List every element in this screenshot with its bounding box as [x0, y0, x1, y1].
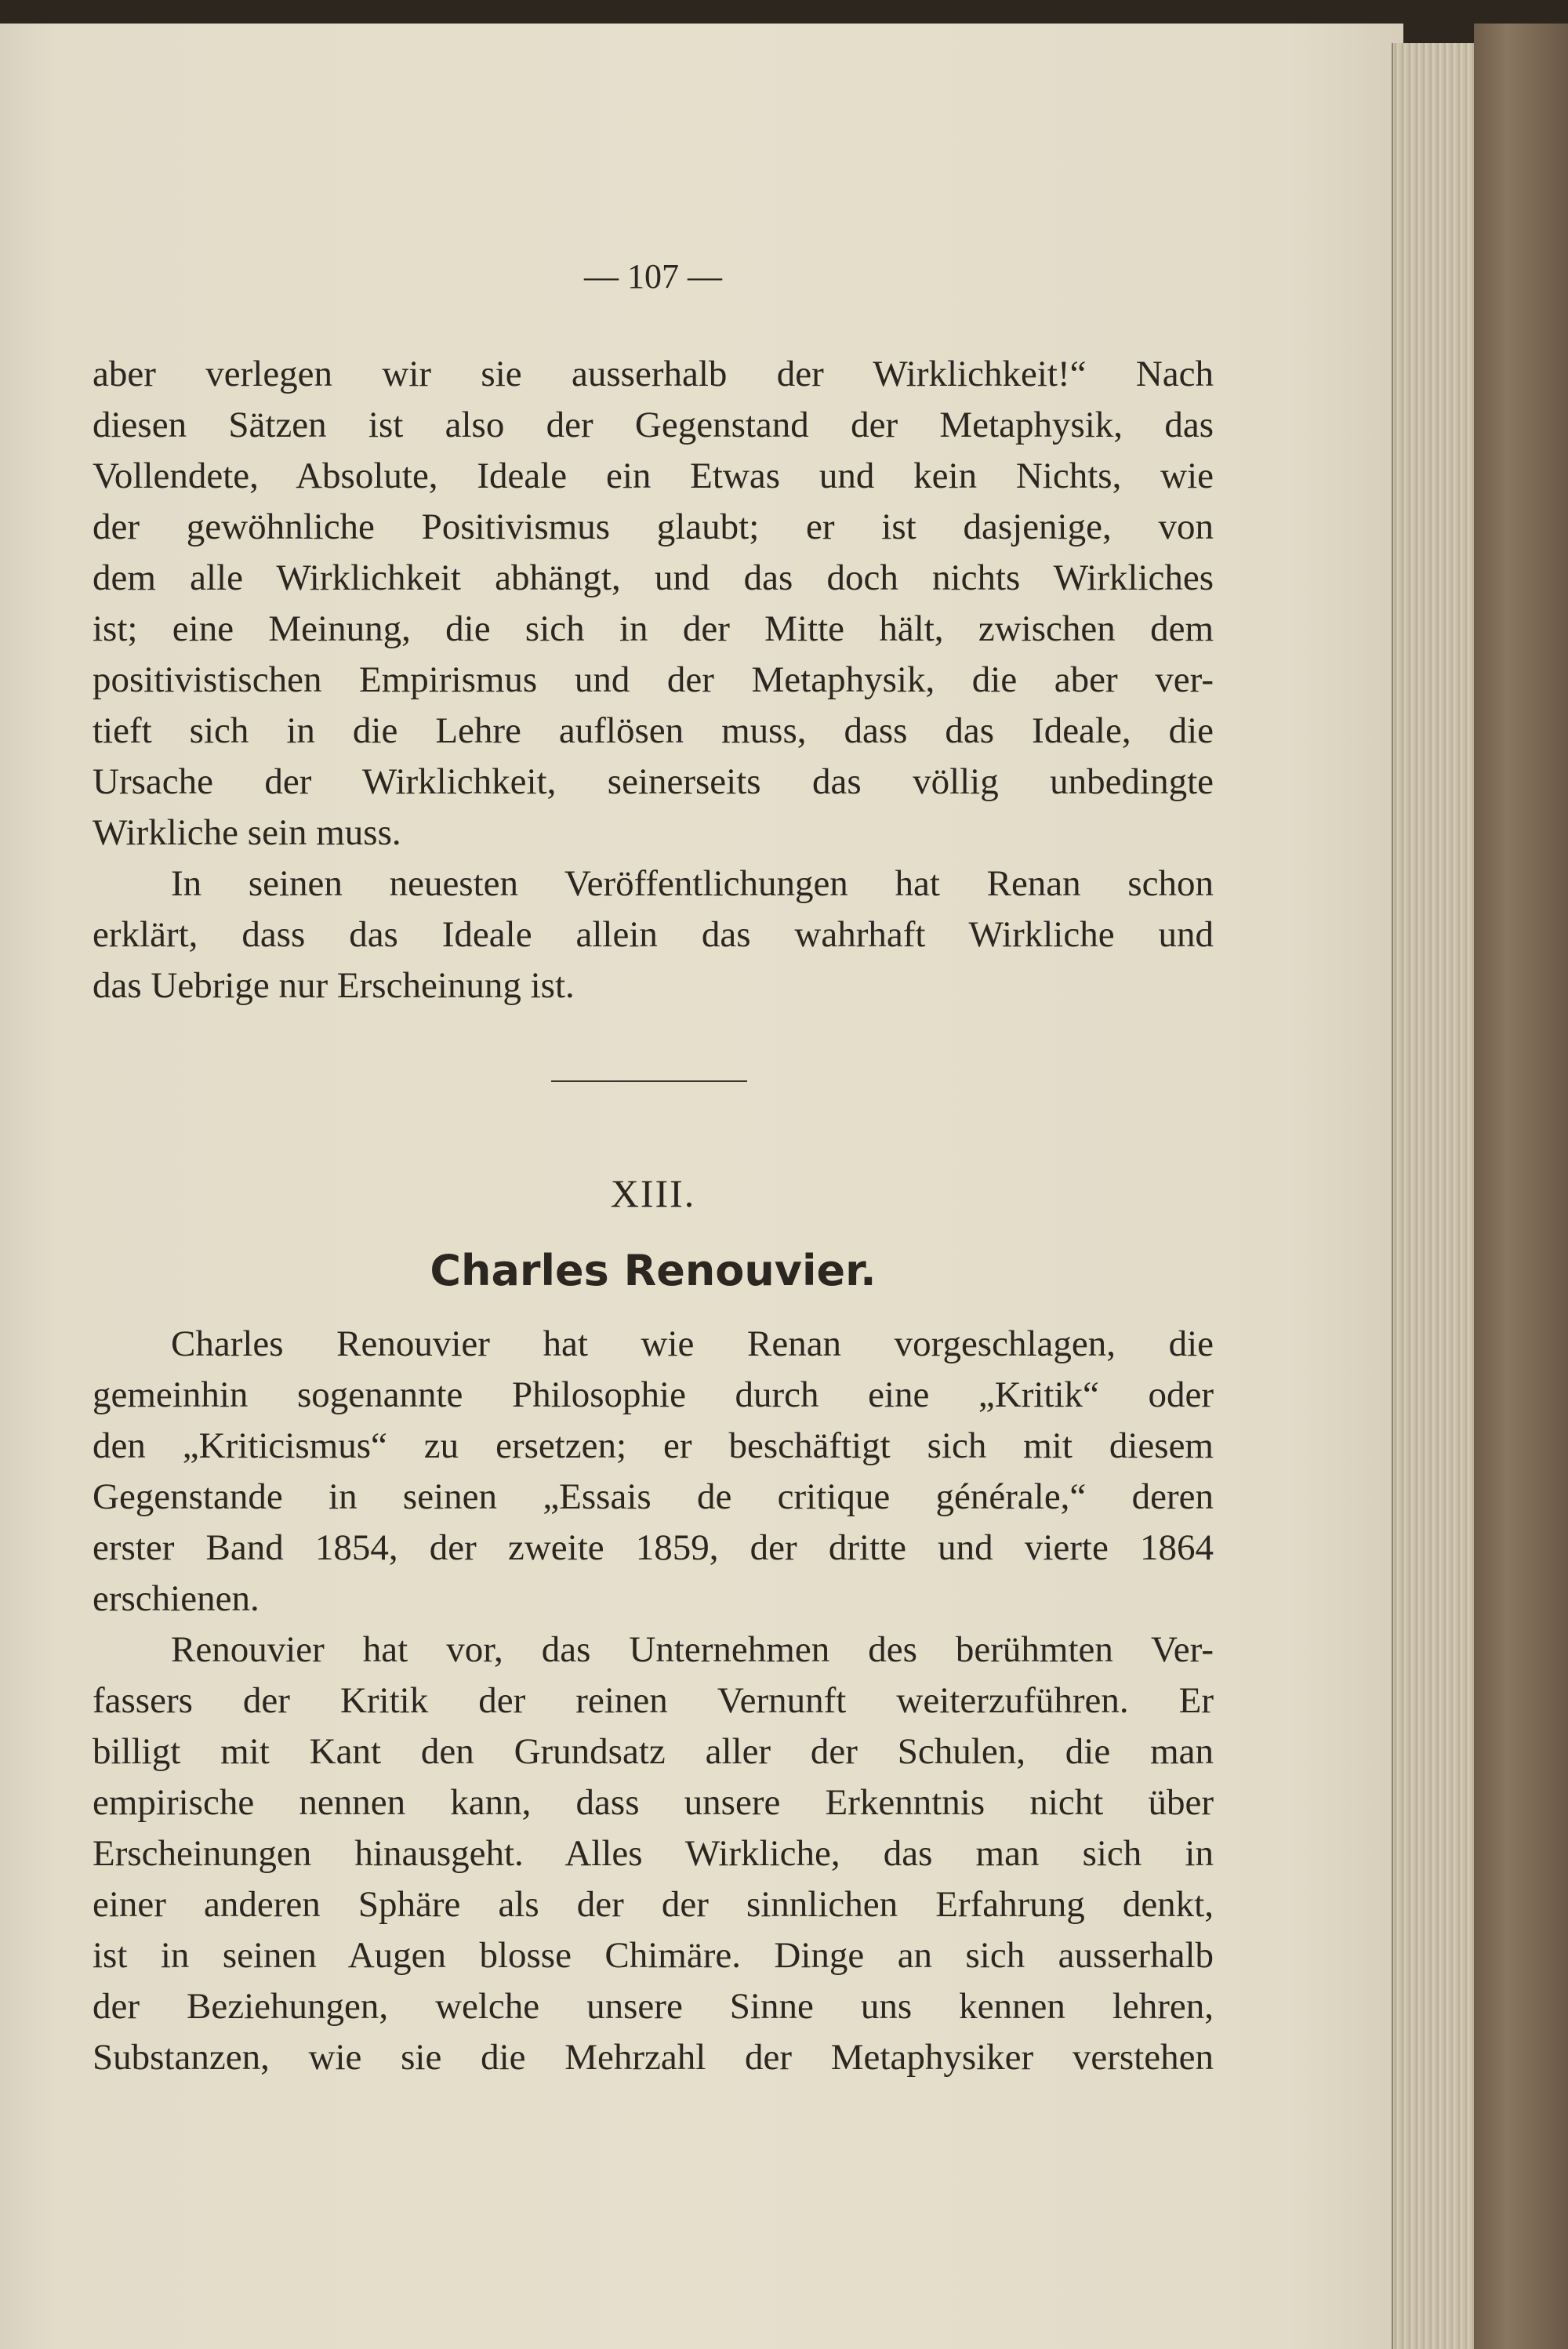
text-line: der gewöhnliche Positivismus glaubt; er ist dasjenige, von — [93, 506, 1214, 547]
text-line: Vollendete, Absolute, Ideale ein Etwas und kein Nichts, wie — [93, 456, 1214, 496]
text-line: positivistischen Empirismus und der Metaphysik, die aber ver- — [93, 659, 1214, 700]
text-line: Erscheinungen hinausgeht. Alles Wirkliche, das man sich in — [93, 1833, 1214, 1874]
page-number: — 107 — — [584, 257, 722, 296]
paragraph-1 — [93, 349, 1214, 859]
text-line: Gegenstande in seinen „Essais de critique générale,“ deren — [93, 1476, 1214, 1517]
page-fore-edge — [1392, 43, 1475, 2349]
paragraph-2 — [93, 859, 1214, 1011]
text-line: Renouvier hat vor, das Unternehmen des berühmten Ver- — [171, 1629, 1214, 1670]
text-line: fassers der Kritik der reinen Vernunft weiterzuführen. Er — [93, 1680, 1214, 1721]
text-line: ist in seinen Augen blosse Chimäre. Dinge an sich ausserhalb — [93, 1935, 1214, 1976]
text-line: aber verlegen wir sie ausserhalb der Wirklichkeit!“ Nach — [93, 354, 1214, 394]
text-line: einer anderen Sphäre als der der sinnlichen Erfahrung denkt, — [93, 1884, 1214, 1925]
text-line: das Uebrige nur Erscheinung ist. — [93, 965, 575, 1006]
text-line: empirische nennen kann, dass unsere Erkenntnis nicht über — [93, 1782, 1214, 1823]
text-line: diesen Sätzen ist also der Gegenstand der Metaphysik, das — [93, 405, 1214, 445]
section-number: XIII. — [610, 1171, 696, 1215]
text-line: erschienen. — [93, 1578, 260, 1619]
text-line: Ursache der Wirklichkeit, seinerseits das völlig unbedingte — [93, 761, 1214, 802]
text-line: erklärt, dass das Ideale allein das wahrhaft Wirkliche und — [93, 914, 1214, 955]
text-line: erster Band 1854, der zweite 1859, der dritte und vierte 1864 — [93, 1527, 1214, 1568]
text-line: gemeinhin sogenannte Philosophie durch eine „Kritik“ oder — [93, 1374, 1214, 1415]
text-line: tieft sich in die Lehre auflösen muss, dass das Ideale, die — [93, 710, 1214, 751]
text-line: Substanzen, wie sie die Mehrzahl der Metaphysiker verstehen — [93, 2037, 1214, 2078]
text-line: Wirkliche sein muss. — [93, 812, 401, 853]
text-line: der Beziehungen, welche unsere Sinne uns kennen lehren, — [93, 1986, 1214, 2027]
book-cover-edge — [1474, 24, 1568, 2349]
text-line: ist; eine Meinung, die sich in der Mitte hält, zwischen dem — [93, 608, 1214, 649]
text-line: den „Kriticismus“ zu ersetzen; er beschäftigt sich mit diesem — [93, 1425, 1214, 1466]
text-line: Charles Renouvier hat wie Renan vorgeschlagen, die — [171, 1323, 1214, 1364]
text-line: billigt mit Kant den Grundsatz aller der Schulen, die man — [93, 1731, 1214, 1772]
section-title: Charles Renouvier. — [430, 1246, 877, 1295]
section-divider — [551, 1080, 747, 1082]
paragraph-3 — [93, 1319, 1214, 1625]
paragraph-4 — [93, 1625, 1214, 2083]
text-line: In seinen neuesten Veröffentlichungen hat Renan schon — [171, 863, 1214, 904]
text-line: dem alle Wirklichkeit abhängt, und das doch nichts Wirkliches — [93, 557, 1214, 598]
